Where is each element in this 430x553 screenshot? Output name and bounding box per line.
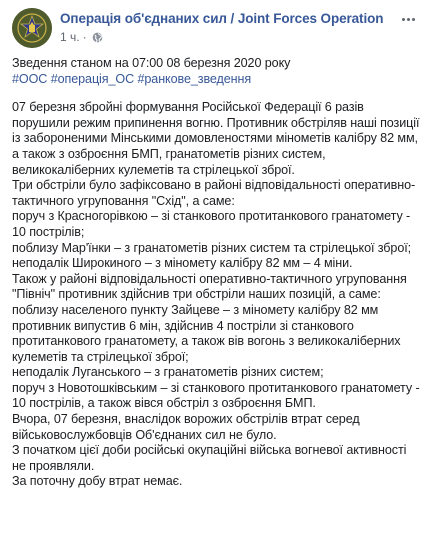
meta-separator: · <box>82 30 87 44</box>
paragraph-no-losses-today: За поточну добу втрат немає. <box>12 474 183 489</box>
post-header <box>12 8 418 48</box>
paragraph-east-intro: Три обстріли було зафіксовано в районі відповідальності оперативно-тактичного угруповання "Схід", а саме: <box>12 178 416 208</box>
paragraph-losses-yesterday: Вчора, 07 березня, внаслідок ворожих обстрілів втрат серед військовослужбовців Об'єднаних сил не було. <box>12 412 360 442</box>
page-name-link[interactable]: Операція об'єднаних сил / Joint Forces Operation <box>60 11 384 26</box>
hashtag-rankove-zvedennia[interactable]: #ранкове_зведення <box>137 71 252 86</box>
post-body <box>12 56 422 490</box>
paragraph-marinka: поблизу Мар'їнки – з гранатометів різних систем та стрілецької зброї; <box>12 240 412 255</box>
globe-icon <box>92 32 103 43</box>
more-options-icon[interactable] <box>398 12 418 26</box>
hashtag-line <box>12 72 422 88</box>
summary-title: Зведення станом на 07:00 08 березня 2020 року <box>12 56 291 70</box>
paragraph-gap <box>12 87 422 100</box>
paragraph-novotoshkivske: поруч з Новотошківським – зі станкового протитанкового гранатомету - 10 пострілів, а також вівся обстріл з озброєння БМП. <box>12 380 420 411</box>
post-meta <box>60 30 103 44</box>
paragraph-krasnohorivka: поруч з Красногорівкою – зі станкового протитанкового гранатомету - 10 пострілів; <box>12 209 411 239</box>
paragraph-shyrokyne: неподалік Широкиного – з міномету калібру 82 мм – 4 міни. <box>12 256 353 271</box>
paragraph-zaitseve: поблизу населеного пункту Зайцеве – з міномету калібру 82 мм противник випустив 6 мін, здійснив 4 постріли зі станкового протитанкового гранатомету, а також вів вогонь з великокаліберних кулеметів та стрілецької зброї; <box>12 302 401 364</box>
post-timestamp[interactable]: 1 ч. <box>60 30 80 44</box>
paragraph-luhanske: неподалік Луганського – з гранатометів різних систем; <box>12 365 324 380</box>
paragraph-no-activity: З початком цієї доби російські окупаційні війська вогневої активності не проявляли. <box>12 443 407 473</box>
hashtag-oos[interactable]: #ООС <box>12 71 48 86</box>
paragraph-north-intro: Також у районі відповідальності оперативно-тактичного угруповання "Північ" противник здійснив три обстріли наших позицій, а саме: <box>12 271 407 302</box>
paragraph-ceasefire-violations: 07 березня збройні формування Російської Федерації 6 разів порушили режим припинення вогню. Противник обстріляв наші позиції із забороненими Мінськими домовленостями мінометів калібру 82 мм, а також з озброєння БМП, гранатометів різних систем, великокаліберних кулеметів та стрілецької зброї. <box>12 100 420 177</box>
joint-forces-emblem-icon <box>12 8 52 48</box>
hashtag-operatsiia-os[interactable]: #операція_ОС <box>50 71 135 86</box>
page-avatar[interactable] <box>12 8 52 48</box>
